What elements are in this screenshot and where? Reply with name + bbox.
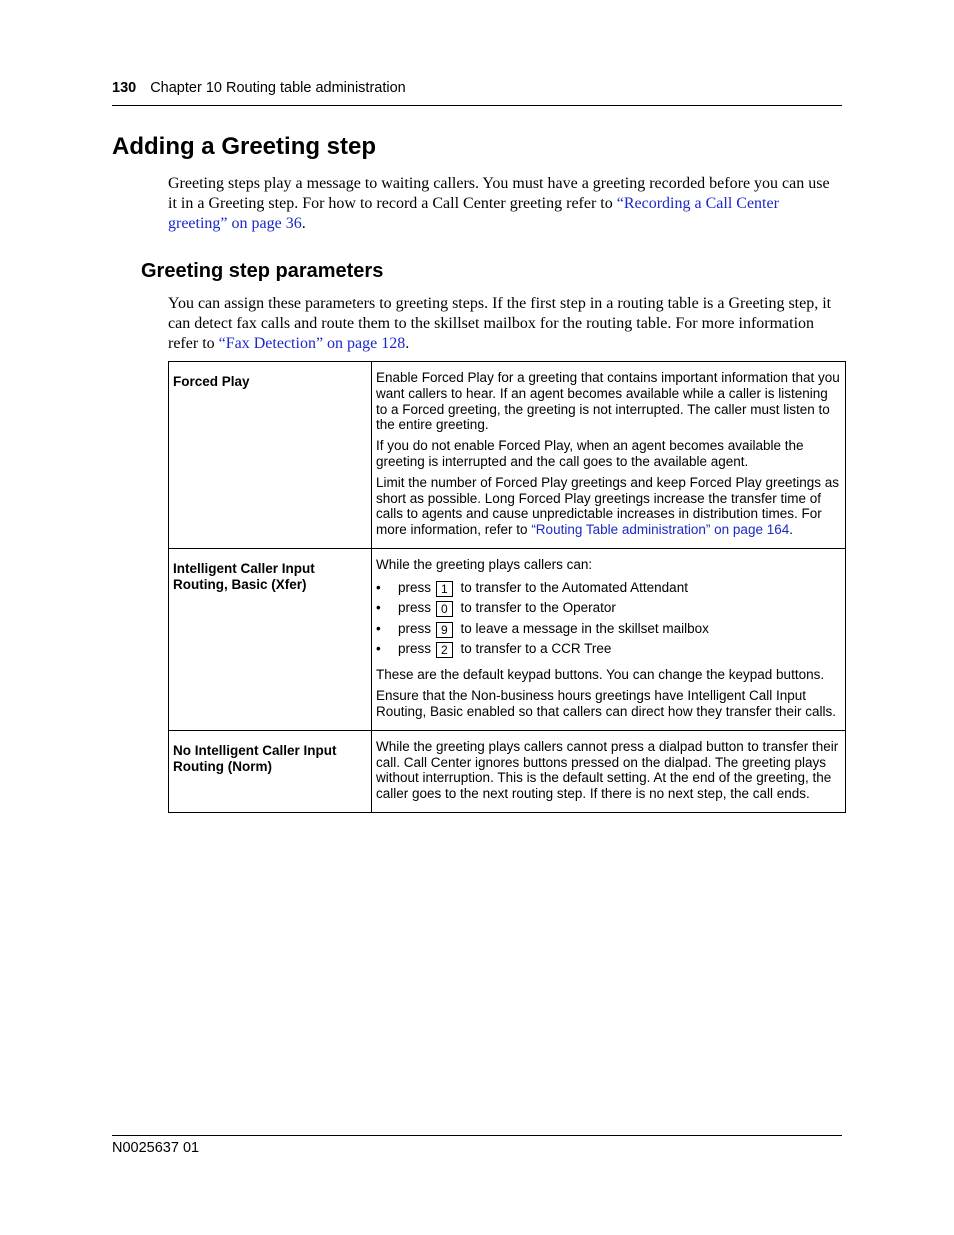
list-item <box>376 578 841 598</box>
page-header <box>112 78 842 98</box>
bullet: • <box>376 600 381 616</box>
description-text: Limit the number of Forced Play greetings and keep Forced Play greetings as short as possible. Long Forced Play greetings increase the transfer time of calls to agents and cause unpredictable increases in distribution times. For more information, refer to <box>376 474 839 538</box>
bullet: • <box>376 579 381 595</box>
list-item-text: to leave a message in the skillset mailbox <box>460 620 709 636</box>
keypad-key: 0 <box>436 601 453 617</box>
list-item-text: to transfer to a CCR Tree <box>460 640 612 656</box>
list-item <box>376 598 841 618</box>
list-item-text: to transfer to the Automated Attendant <box>460 579 688 595</box>
header-rule <box>112 105 842 106</box>
description-paragraph: If you do not enable Forced Play, when an agent becomes available the greeting is interrupted and the call goes to the available agent. <box>376 438 804 469</box>
section-end: . <box>405 335 410 352</box>
description-paragraph <box>376 475 841 538</box>
parameter-label: Intelligent Caller Input Routing, Basic (Xfer) <box>169 548 372 730</box>
section-text: You can assign these parameters to greeting steps. If the first step in a routing table is a Greeting step, it can detect fax calls and route them to the skillset mailbox for the routing table. For more information refer to <box>168 295 832 352</box>
description-paragraph: These are the default keypad buttons. You can change the keypad buttons. <box>376 667 825 683</box>
parameter-label: Forced Play <box>169 362 372 549</box>
page-title: Adding a Greeting step <box>112 133 377 160</box>
bullet: • <box>376 640 381 656</box>
parameter-description <box>372 362 846 549</box>
keypad-key: 2 <box>436 642 453 658</box>
description-paragraph: While the greeting plays callers cannot press a dialpad button to transfer their call. Call Center ignores buttons pressed on the dialpad. The greeting plays without interruption. This is the default setting. At the end of the greeting, the caller goes to the next routing step. If there is no next step, the call ends. <box>376 738 839 802</box>
table-row <box>169 730 846 812</box>
footer-rule <box>112 1135 842 1136</box>
document-number: N0025637 01 <box>112 1140 200 1156</box>
description-paragraph: Enable Forced Play for a greeting that contains important information that you want callers to hear. If an agent becomes available while a caller is listening to a Forced greeting, the greeting is not interrupted. The caller must listen to the entire greeting. <box>376 370 840 433</box>
press-label: press <box>398 579 432 595</box>
section-paragraph <box>168 294 836 354</box>
parameter-label: No Intelligent Caller Input Routing (Norm) <box>169 730 372 812</box>
parameter-description <box>372 548 846 730</box>
keypad-key: 1 <box>436 581 453 597</box>
list-item <box>376 619 841 639</box>
press-label: press <box>398 600 432 616</box>
intro-end: . <box>301 215 306 232</box>
parameter-description <box>372 730 846 812</box>
description-paragraph: Ensure that the Non-business hours greetings have Intelligent Call Input Routing, Basic enabled so that callers can direct how they transfer their calls. <box>376 688 836 719</box>
description-paragraph: While the greeting plays callers can: <box>376 556 593 572</box>
table-row <box>169 548 846 730</box>
routing-table-admin-link[interactable]: “Routing Table administration” on page 164 <box>531 522 790 538</box>
list-item-text: to transfer to the Operator <box>460 600 616 616</box>
intro-paragraph <box>168 174 836 234</box>
keypad-key: 9 <box>436 622 453 638</box>
press-label: press <box>398 640 432 656</box>
intro-text: Greeting steps play a message to waiting callers. You must have a greeting recorded before you can use it in a Greeting step. For how to record a Call Center greeting refer to <box>168 175 830 212</box>
page-number: 130 <box>112 80 137 96</box>
keypad-list <box>376 578 841 660</box>
table-row <box>169 362 846 549</box>
parameters-table <box>168 361 846 813</box>
press-label: press <box>398 620 432 636</box>
description-end: . <box>789 522 793 538</box>
bullet: • <box>376 620 381 636</box>
section-title: Greeting step parameters <box>141 260 384 282</box>
fax-detection-link[interactable]: “Fax Detection” on page 128 <box>218 335 406 352</box>
chapter-title: Chapter 10 Routing table administration <box>150 80 406 96</box>
recording-greeting-link[interactable]: “Recording a Call Center greeting” on page 36 <box>168 195 779 232</box>
list-item <box>376 639 841 659</box>
